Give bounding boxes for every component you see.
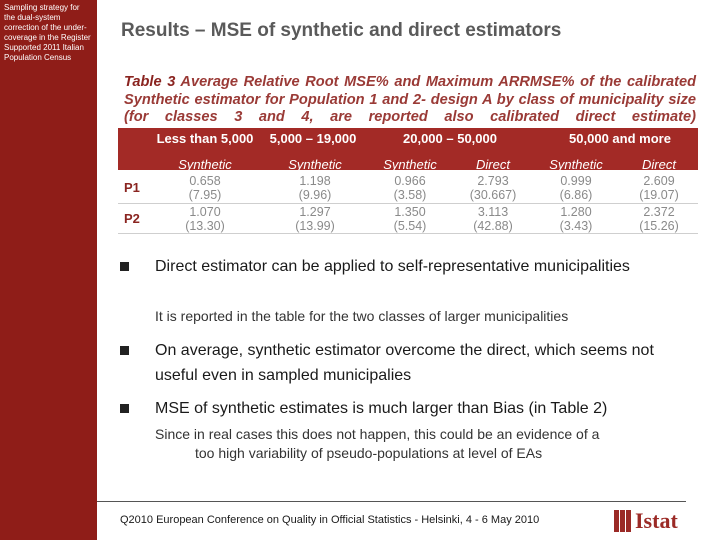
cell-max: (13.99) — [295, 219, 335, 233]
caption-text: Average Relative Root MSE% and Maximum ARRMSE% of the calibrated Synthetic estimator for Population 1 and 2- design A by class of municipality size (for classes 3 and 4, are reported also calibrated direct estimate) — [124, 74, 696, 125]
cell-value: 1.297 — [299, 205, 331, 219]
sidebar-line: correction of the under- — [4, 23, 87, 32]
bullet-square-icon — [120, 262, 129, 271]
istat-logo-text: Istat — [635, 508, 678, 533]
table-cell — [280, 205, 350, 233]
bullet-subtext-line: too high variability of pseudo-populations at level of EAs — [195, 445, 543, 461]
cell-max: (5.54) — [393, 219, 427, 233]
cell-value: 2.609 — [643, 174, 675, 188]
row-label-p2: P2 — [124, 211, 140, 226]
row-label-p1: P1 — [124, 180, 140, 195]
bullet-square-icon — [120, 346, 129, 355]
cell-value: 0.658 — [189, 174, 221, 188]
cell-value: 2.372 — [643, 205, 675, 219]
sidebar-subtitle — [4, 3, 96, 63]
cell-max: (13.30) — [185, 219, 225, 233]
cell-value: 3.113 — [477, 205, 509, 219]
caption-label: Table 3 — [124, 74, 176, 90]
column-group-less-5000: Less than 5,000 — [156, 131, 254, 146]
cell-max: (30.667) — [469, 188, 517, 202]
table-cell — [458, 174, 528, 202]
cell-value: 1.350 — [394, 205, 426, 219]
bullet-subtext-line: Since in real cases this does not happen, this could be an evidence of a — [155, 426, 600, 442]
bullet-subtext — [155, 425, 695, 463]
cell-value: 1.280 — [560, 205, 592, 219]
sidebar-line: coverage in the Register — [4, 33, 91, 42]
table-cell — [624, 205, 694, 233]
column-group-20000-50000: 20,000 – 50,000 — [403, 131, 497, 146]
table-caption — [124, 74, 696, 127]
table-cell — [624, 174, 694, 202]
istat-logo — [614, 508, 686, 534]
cell-max: (3.43) — [559, 219, 593, 233]
table-cell — [170, 174, 240, 202]
subheader: Direct — [642, 157, 676, 172]
cell-value: 1.198 — [299, 174, 331, 188]
row-divider — [118, 203, 698, 204]
cell-value: 0.999 — [560, 174, 592, 188]
cell-max: (42.88) — [473, 219, 513, 233]
cell-max: (6.86) — [559, 188, 593, 202]
cell-value: 1.070 — [189, 205, 221, 219]
bullet-text: Direct estimator can be applied to self-representative municipalities — [155, 258, 630, 275]
table-cell — [280, 174, 350, 202]
table-cell — [541, 174, 611, 202]
column-group-50000-more: 50,000 and more — [569, 131, 671, 146]
subheader: Synthetic — [178, 157, 232, 172]
subheader: Synthetic — [288, 157, 342, 172]
subheader: Direct — [476, 157, 510, 172]
cell-value: 2.793 — [477, 174, 509, 188]
table-cell — [541, 205, 611, 233]
footer-conference: Q2010 European Conference on Quality in Official Statistics - Helsinki, 4 - 6 May 2010 — [120, 514, 540, 526]
subheader: Synthetic — [383, 157, 437, 172]
sidebar-line: Population Census — [4, 53, 72, 62]
table-cell — [375, 174, 445, 202]
table-cell — [458, 205, 528, 233]
bullet-square-icon — [120, 404, 129, 413]
table-cell — [170, 205, 240, 233]
column-group-5000-19000: 5,000 – 19,000 — [269, 131, 357, 146]
istat-logo-mark-icon — [614, 510, 632, 532]
bullet-text: On average, synthetic estimator overcome the direct, which seems not useful even in sampled municipalies — [155, 342, 654, 384]
cell-max: (3.58) — [393, 188, 427, 202]
sidebar-line: Supported 2011 Italian — [4, 43, 84, 52]
subheader: Synthetic — [549, 157, 603, 172]
sidebar-line: the dual-system — [4, 13, 61, 22]
sidebar-panel — [0, 0, 97, 540]
cell-max: (19.07) — [639, 188, 679, 202]
sidebar-line: Sampling strategy for — [4, 3, 80, 12]
slide-title: Results – MSE of synthetic and direct estimators — [121, 20, 562, 41]
bullet-subtext: It is reported in the table for the two classes of larger municipalities — [155, 308, 569, 324]
table-bottom-line — [118, 233, 698, 234]
cell-value: 0.966 — [394, 174, 426, 188]
footer-divider — [97, 501, 686, 502]
cell-max: (9.96) — [298, 188, 332, 202]
cell-max: (7.95) — [188, 188, 222, 202]
cell-max: (15.26) — [639, 219, 679, 233]
table-cell — [375, 205, 445, 233]
bullet-text: MSE of synthetic estimates is much larger than Bias (in Table 2) — [155, 400, 608, 417]
